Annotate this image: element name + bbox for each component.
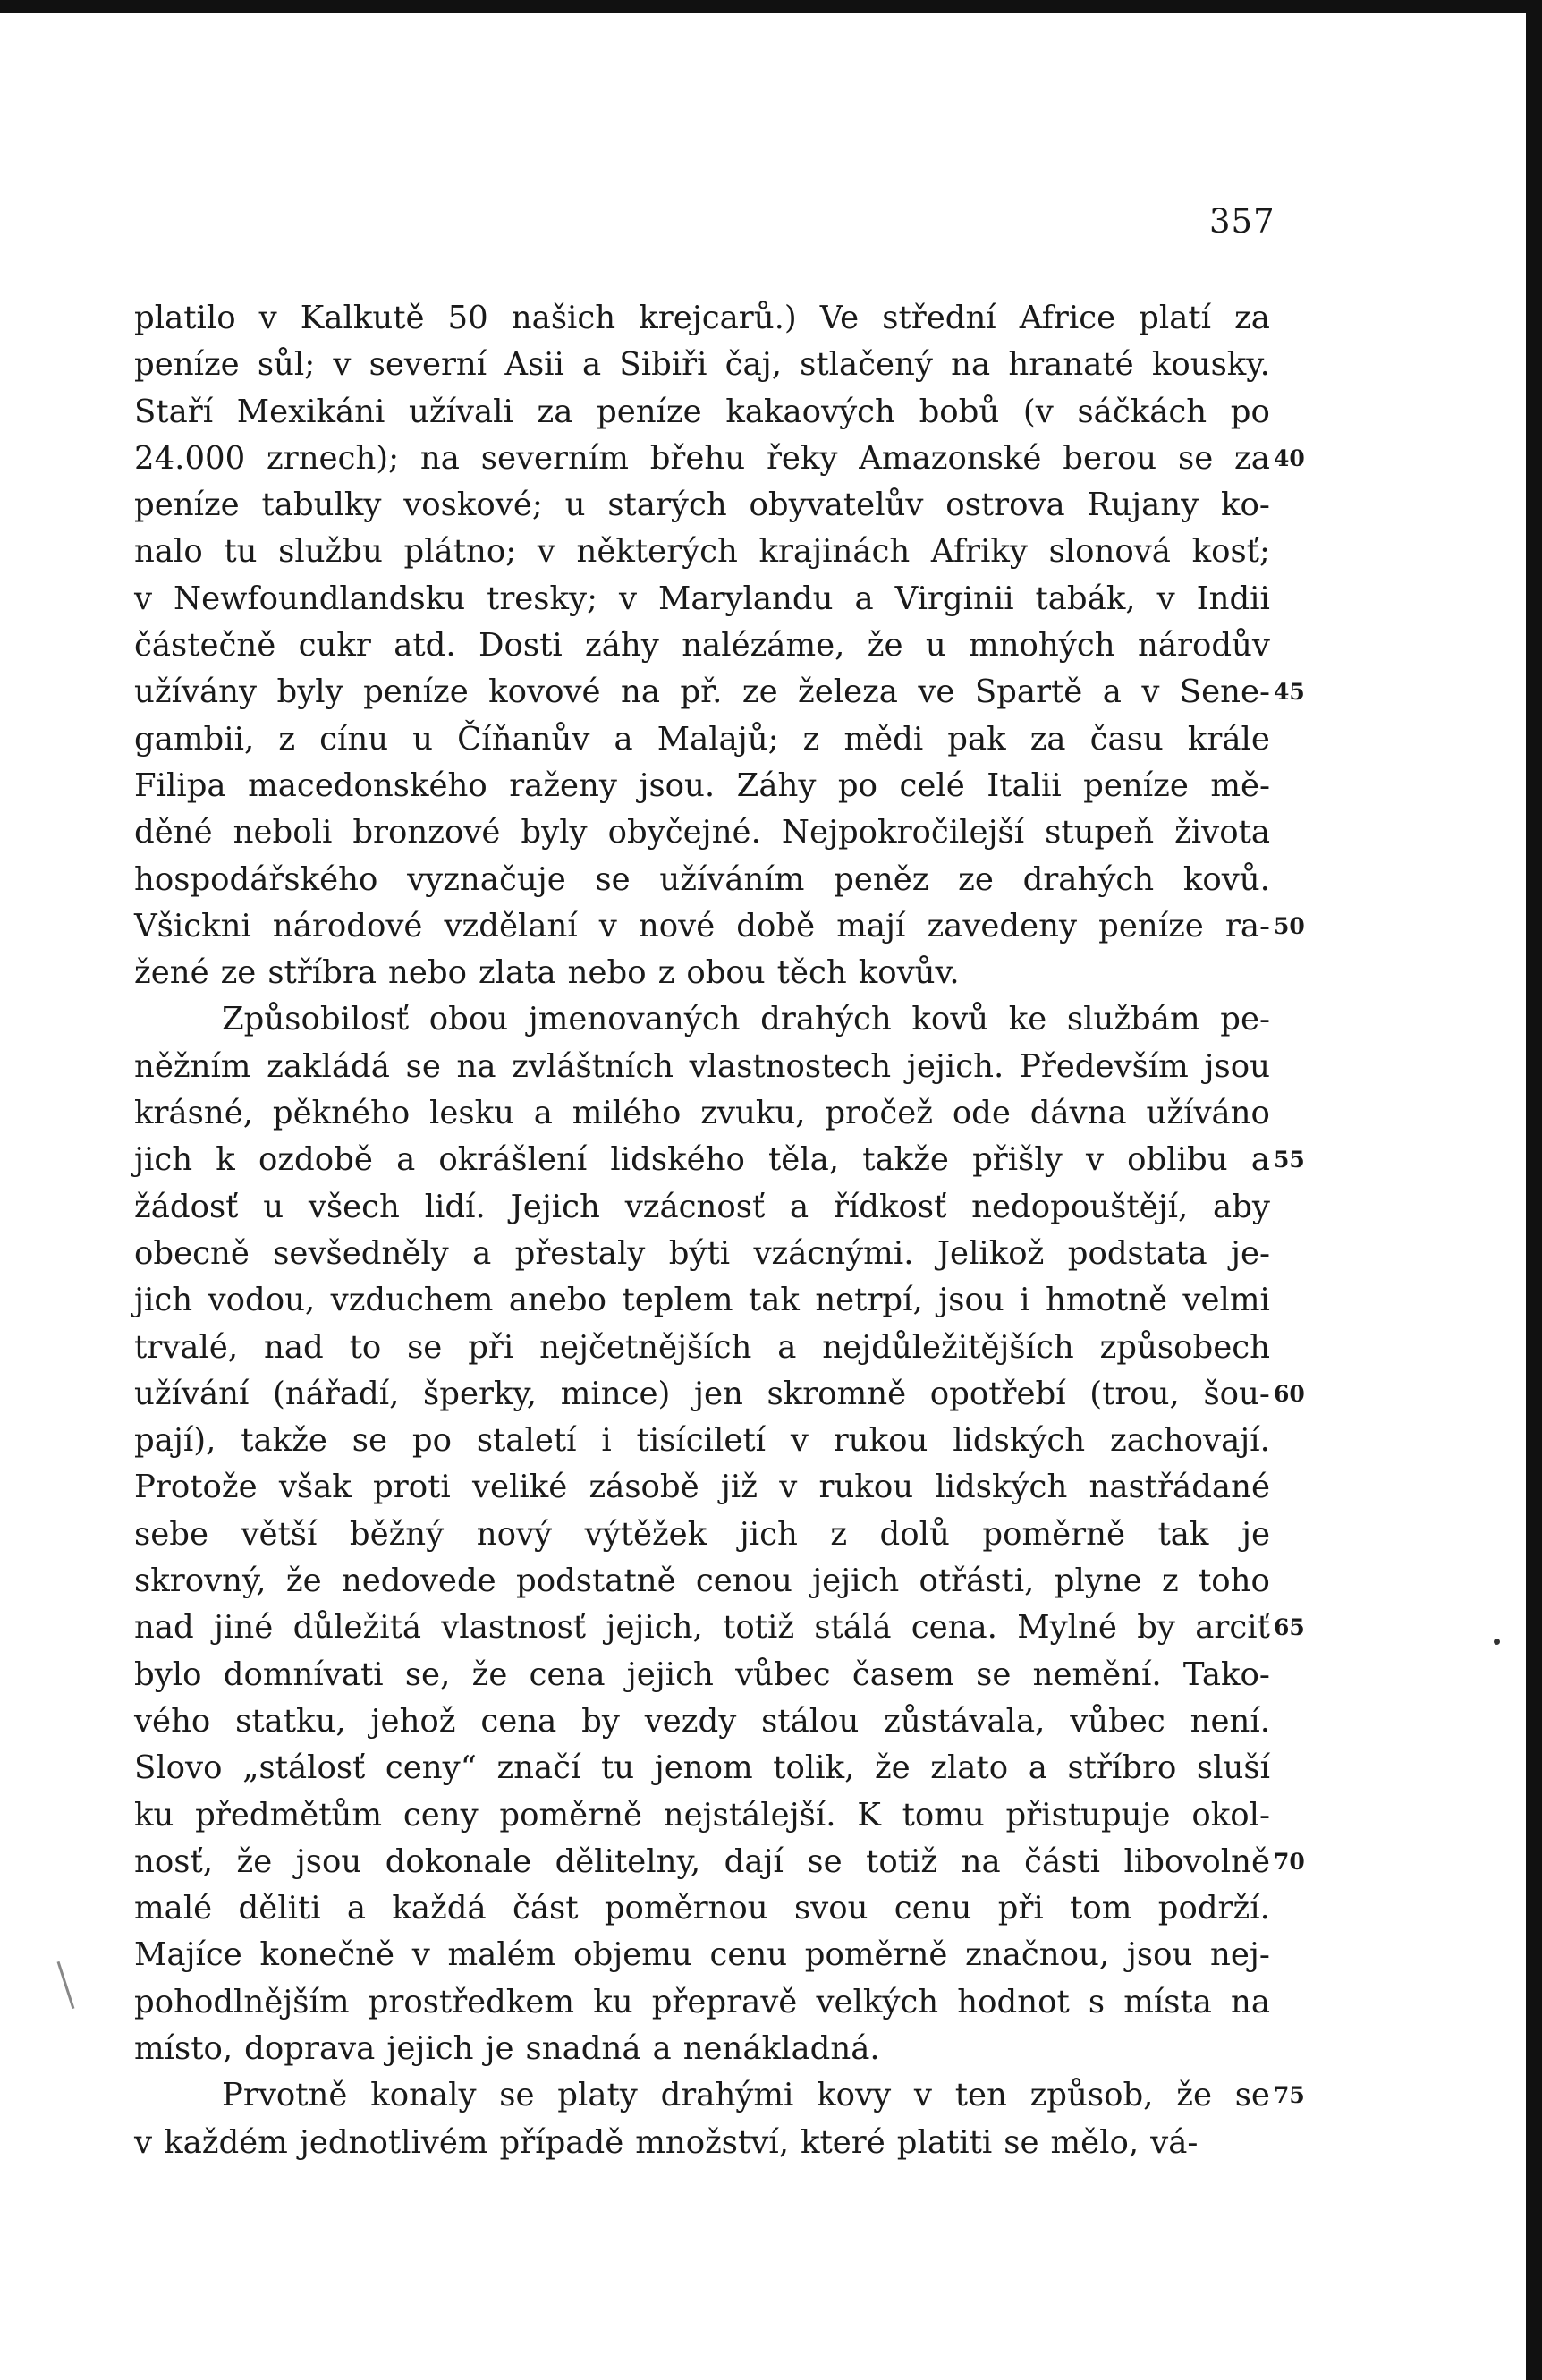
text-line: malé děliti a každá část poměrnou svou cenu při tom podrží. [134, 1890, 1270, 1927]
margin-line-number: 60 [1274, 1380, 1305, 1407]
margin-line-number: 65 [1274, 1614, 1305, 1641]
text-line: gambii, z cínu u Číňanův a Malajů; z mědi pak za času krále [134, 720, 1270, 758]
text-line: užívány byly peníze kovové na př. ze železa ve Spartě a v Sene- [134, 673, 1270, 711]
text-line: jich k ozdobě a okrášlení lidského těla, takže přišly v oblibu a [134, 1141, 1270, 1179]
text-line: Slovo „stálosť ceny“ značí tu jenom tolik, že zlato a stříbro sluší [134, 1749, 1270, 1787]
text-line: Majíce konečně v malém objemu cenu poměrně značnou, jsou nej- [134, 1936, 1270, 1974]
text-line: nalo tu službu plátno; v některých krajinách Afriky slonová kosť; [134, 533, 1270, 571]
text-line: peníze tabulky voskové; u starých obyvatelův ostrova Rujany ko- [134, 487, 1270, 524]
text-line: Staří Mexikáni užívali za peníze kakaových bobů (v sáčkách po [134, 393, 1270, 430]
text-line: obecně sevšedněly a přestaly býti vzácnými. Jelikož podstata je- [134, 1234, 1270, 1272]
paragraph [134, 2072, 1270, 2166]
text-line: bylo domnívati se, že cena jejich vůbec časem se nemění. Tako- [134, 1656, 1270, 1693]
margin-line-number: 70 [1274, 1848, 1305, 1875]
text-line: něžním zakládá se na zvláštních vlastnostech jejich. Především jsou [134, 1047, 1270, 1085]
text-line: v Newfoundlandsku tresky; v Marylandu a Virginii tabák, v Indii [134, 580, 1270, 617]
text-line: krásné, pěkného lesku a milého zvuku, pročež ode dávna užíváno [134, 1095, 1270, 1132]
margin-line-number: 50 [1274, 912, 1305, 939]
text-line: hospodářského vyznačuje se užíváním peněz ze drahých kovů. [134, 860, 1270, 898]
text-line: trvalé, nad to se při nejčetnějších a nejdůležitějších způsobech [134, 1328, 1270, 1366]
text-line: platilo v Kalkutě 50 našich krejcarů.) Ve střední Africe platí za [134, 300, 1270, 336]
scan-border-top [0, 0, 1542, 13]
text-line: pohodlnějším prostředkem ku přepravě velkých hodnot s místa na [134, 1983, 1270, 2020]
scan-mark [57, 1961, 75, 2009]
page-number: 357 [1209, 202, 1275, 241]
text-line: žádosť u všech lidí. Jejich vzácnosť a řídkosť nedopouštějí, aby [134, 1188, 1270, 1225]
paragraph [134, 996, 1270, 2072]
text-line: Všickni národové vzdělaní v nové době mají zavedeny peníze ra- [134, 907, 1270, 944]
text-line: užívání (nářadí, šperky, mince) jen skromně opotřebí (trou, šou- [134, 1375, 1270, 1412]
margin-line-number: 55 [1274, 1147, 1305, 1173]
text-line: jich vodou, vzduchem anebo teplem tak netrpí, jsou i hmotně velmi [134, 1282, 1270, 1319]
text-line: Protože však proti veliké zásobě již v rukou lidských nastřádané [134, 1469, 1270, 1506]
text-line: sebe větší běžný nový výtěžek jich z dolů poměrně tak je [134, 1515, 1270, 1553]
text-line: pají), takže se po staletí i tisíciletí v rukou lidských zachovají. [134, 1422, 1270, 1460]
text-line: 24.000 zrnech); na severním břehu řeky Amazonské berou se za [134, 439, 1270, 477]
margin-line-number: 45 [1274, 679, 1305, 706]
text-line: žené ze stříbra nebo zlata nebo z obou těch kovův. [134, 954, 960, 992]
text-line: Způsobilosť obou jmenovaných drahých kovů ke službám pe- [222, 1001, 1270, 1038]
scan-speck [1494, 1639, 1500, 1645]
margin-line-number: 75 [1274, 2082, 1305, 2109]
text-line: místo, doprava jejich je snadná a nenákladná. [134, 2029, 880, 2067]
text-line: ku předmětům ceny poměrně nejstálejší. K tomu přistupuje okol- [134, 1796, 1270, 1834]
body-text [134, 295, 1270, 2166]
text-line: nad jiné důležitá vlastnosť jejich, totiž stálá cena. Mylné by arciť [134, 1609, 1270, 1647]
text-line: peníze sůl; v severní Asii a Sibiři čaj, stlačený na hranaté kousky. [134, 346, 1270, 384]
margin-line-number: 40 [1274, 445, 1305, 471]
text-line: nosť, že jsou dokonale dělitelny, dají se totiž na části libovolně [134, 1842, 1270, 1880]
text-line: částečně cukr atd. Dosti záhy nalézáme, že u mnohých národův [134, 627, 1270, 665]
text-line: vého statku, jehož cena by vezdy stálou zůstávala, vůbec není. [134, 1702, 1270, 1740]
text-line: v každém jednotlivém případě množství, které platiti se mělo, vá- [134, 2123, 1199, 2161]
text-line: děné neboli bronzové byly obyčejné. Nejpokročilejší stupeň života [134, 814, 1270, 851]
text-line: Prvotně konaly se platy drahými kovy v ten způsob, že se [222, 2077, 1270, 2114]
text-line: Filipa macedonského raženy jsou. Záhy po celé Italii peníze mě- [134, 767, 1270, 804]
scan-border-right [1526, 0, 1542, 2380]
paragraph [134, 295, 1270, 996]
text-line: skrovný, že nedovede podstatně cenou jejich otřásti, plyne z toho [134, 1563, 1270, 1600]
